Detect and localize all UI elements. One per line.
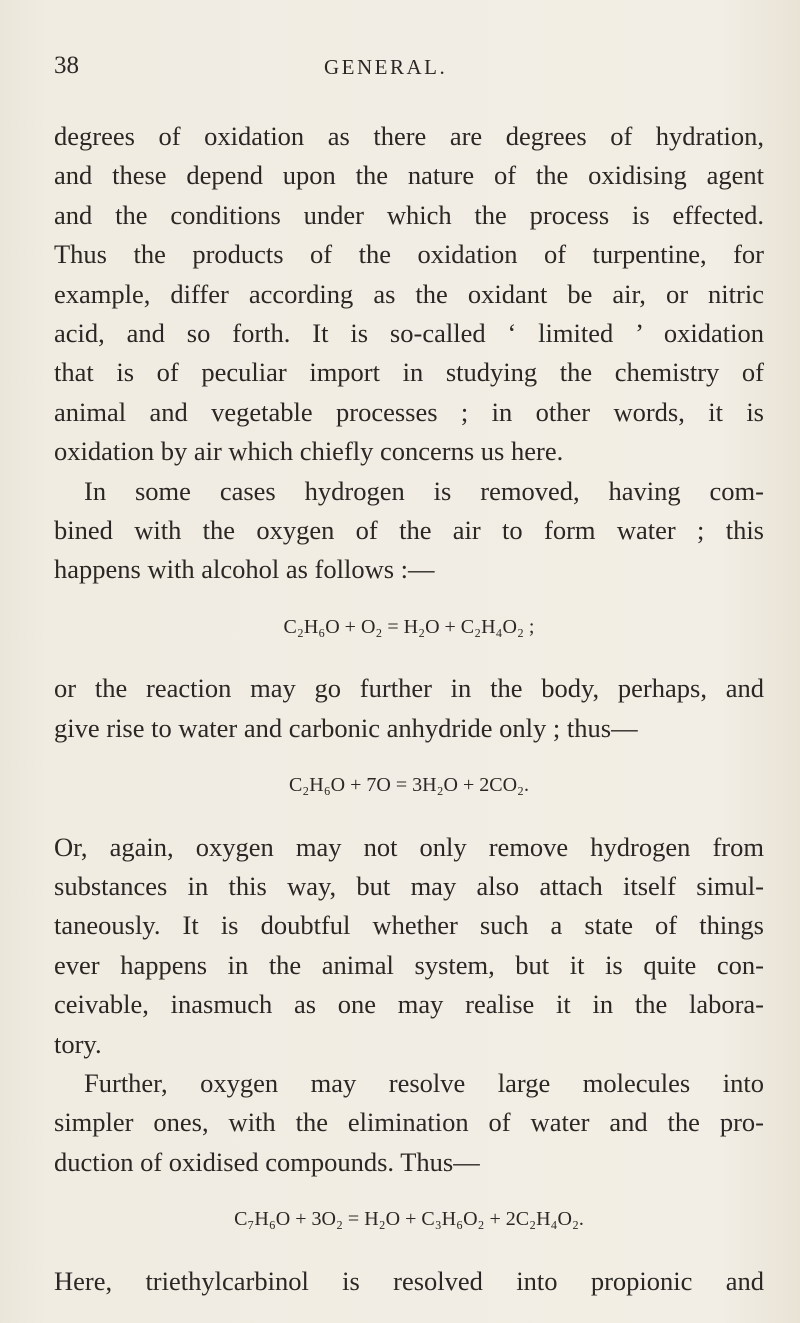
text-line: ever happens in the animal system, but it is quite con-: [54, 949, 764, 980]
text-line: acid, and so forth. It is so-called ‘ limited ’ oxidation: [54, 318, 764, 349]
text-line: ceivable, inasmuch as one may realise it in the labora-: [54, 989, 764, 1020]
text-line: example, differ according as the oxidant be air, or nitric: [54, 278, 764, 309]
paragraph-6: [54, 1262, 764, 1301]
text-line: duction of oxidised compounds. Thus—: [54, 1146, 480, 1177]
page-header: [54, 52, 744, 86]
text-line: Thus the products of the oxidation of turpentine, for: [54, 239, 764, 270]
text-line: In some cases hydrogen is removed, having com-: [84, 475, 764, 506]
text-line: taneously. It is doubtful whether such a state of things: [54, 910, 764, 941]
page-number: 38: [54, 52, 79, 79]
paragraph-1: [54, 117, 764, 472]
equation-complete-oxidation: C₂H₆O + 7O = 3H₂O + 2CO₂.: [288, 774, 530, 797]
text-line: oxidation by air which chiefly concerns us here.: [54, 436, 564, 467]
text-line: Or, again, oxygen may not only remove hydrogen from: [54, 831, 764, 862]
text-line: Here, triethylcarbinol is resolved into propionic and: [54, 1265, 764, 1296]
text-line: simpler ones, with the elimination of water and the pro-: [54, 1107, 764, 1138]
text-line: Further, oxygen may resolve large molecules into: [84, 1067, 764, 1098]
equation-triethylcarbinol: C₇H₆O + 3O₂ = H₂O + C₃H₆O₂ + 2C₂H₄O₂.: [234, 1208, 584, 1231]
paragraph-2: [54, 472, 764, 590]
equation-alcohol-oxidation: C₂H₆O + O₂ = H₂O + C₂H₄O₂ ;: [283, 615, 535, 638]
text-line: happens with alcohol as follows :—: [54, 554, 435, 585]
text-line: or the reaction may go further in the body, perhaps, and: [54, 673, 764, 704]
body-text: [54, 117, 764, 1301]
paragraph-3: [54, 669, 764, 748]
text-line: degrees of oxidation as there are degrees of hydration,: [54, 121, 764, 151]
paragraph-5: [54, 1064, 764, 1182]
text-line: and these depend upon the nature of the oxidising agent: [54, 160, 764, 191]
text-line: and the conditions under which the process is effected.: [54, 199, 764, 230]
running-head: GENERAL.: [324, 55, 448, 79]
text-line: that is of peculiar import in studying the chemistry of: [54, 357, 764, 388]
paragraph-4: [54, 828, 764, 1064]
text-line: tory.: [54, 1028, 102, 1059]
text-line: give rise to water and carbonic anhydride only ; thus—: [54, 712, 638, 743]
text-line: animal and vegetable processes ; in other words, it is: [54, 396, 764, 427]
text-line: bined with the oxygen of the air to form water ; this: [54, 515, 764, 546]
text-line: substances in this way, but may also attach itself simul-: [54, 870, 764, 901]
